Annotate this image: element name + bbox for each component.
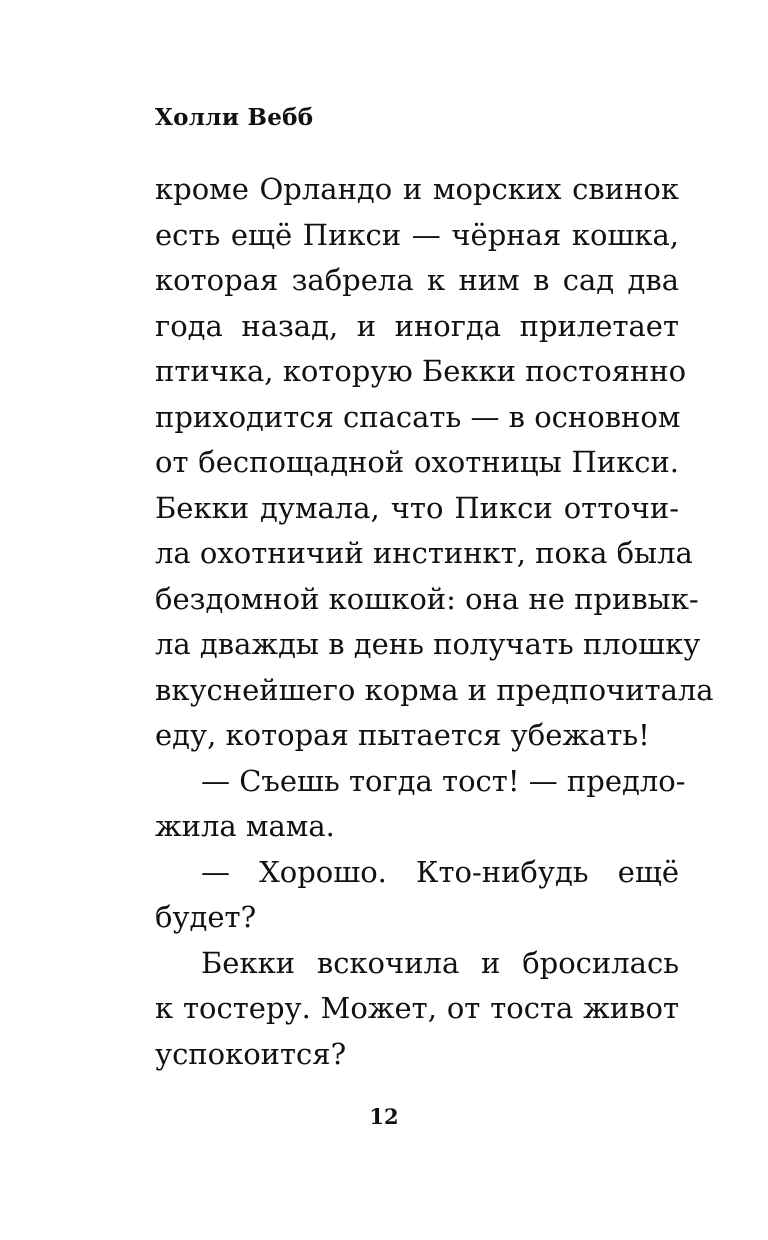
text-line: — Съешь тогда тост! — предло- [201, 763, 686, 798]
running-head-author: Холли Вебб [155, 104, 314, 131]
text-line: успокоится? [155, 1036, 347, 1071]
text-line: которая забрела к ним в сад два [155, 263, 679, 297]
text-line: вкуснейшего корма и предпочитала [155, 672, 714, 707]
text-line: еду, которая пытается убежать! [155, 718, 650, 752]
text-line: ла дважды в день получать плошку [155, 627, 701, 661]
text-line: ла охотничий инстинкт, пока была [155, 536, 693, 570]
text-line: — Хорошо. Кто-нибудь ещё [201, 854, 679, 889]
text-line: года назад, и иногда прилетает [155, 308, 679, 343]
text-line: к тостеру. Может, от тоста живот [155, 991, 679, 1025]
text-line: кроме Орландо и морских свинок [155, 172, 679, 206]
text-line: птичка, которую Бекки постоянно [155, 354, 687, 388]
text-line: Бекки вскочила и бросилась [201, 945, 679, 980]
text-line: будет? [155, 900, 257, 934]
text-line: жила мама. [155, 809, 335, 843]
text-line: есть ещё Пикси — чёрная кошка, [155, 217, 679, 252]
page-number: 12 [369, 1104, 399, 1129]
text-line: Бекки думала, что Пикси отточи- [155, 490, 679, 525]
text-line: от беспощадной охотницы Пикси. [155, 445, 679, 479]
text-line: приходится спасать — в основном [155, 399, 681, 434]
text-line: бездомной кошкой: она не привык- [155, 581, 699, 616]
body-text [155, 167, 714, 1077]
